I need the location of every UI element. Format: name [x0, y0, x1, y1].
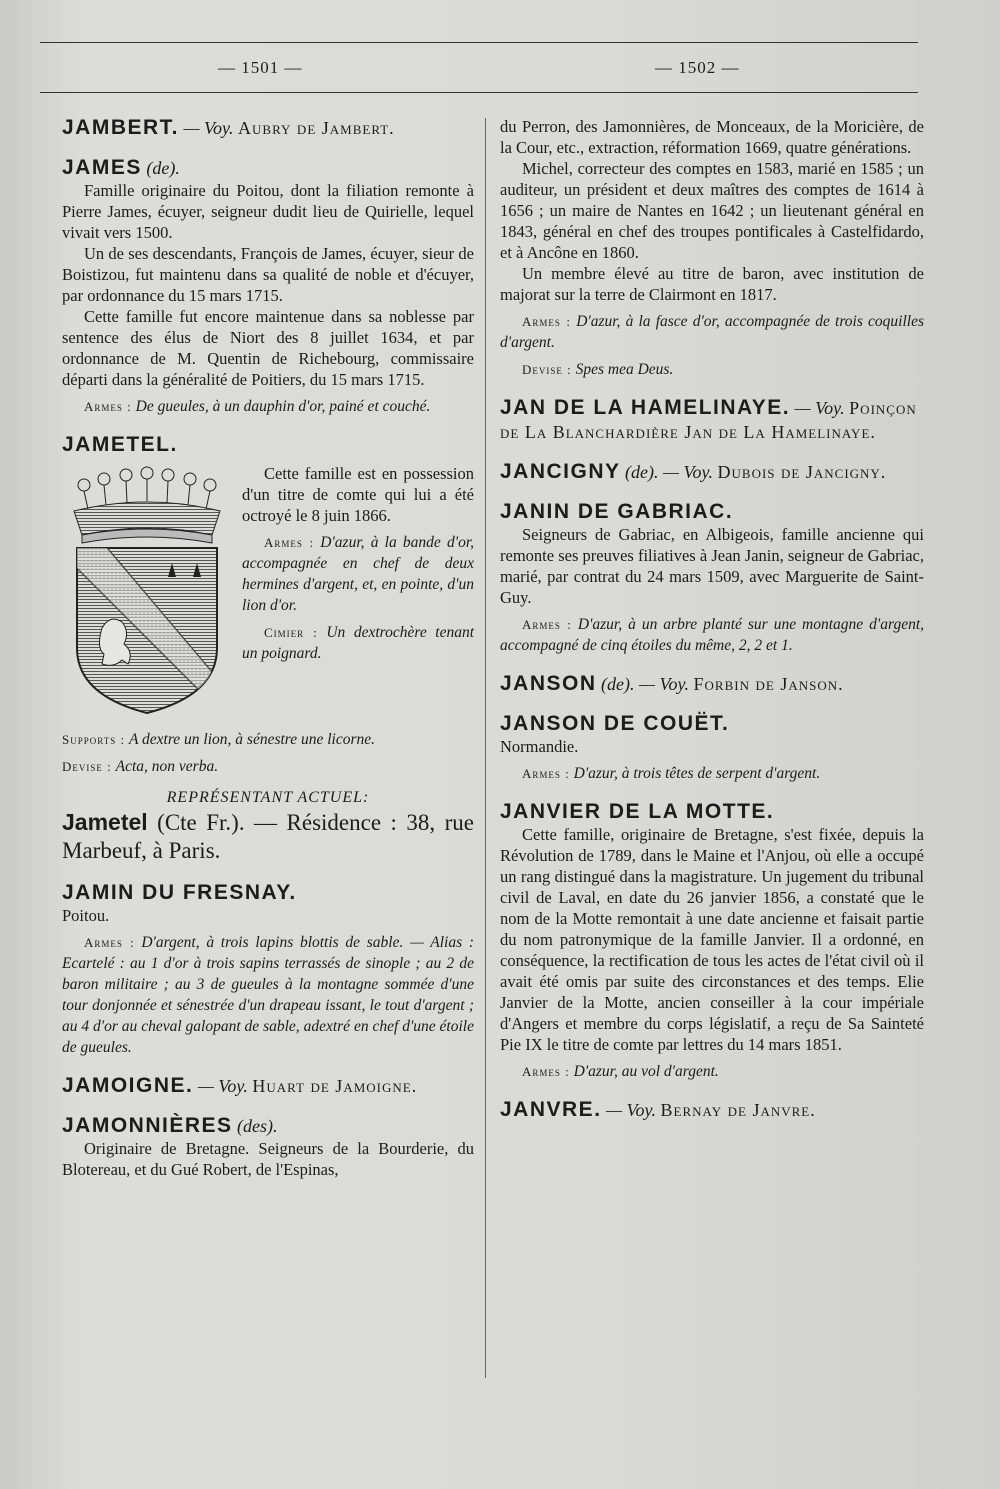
armes-text: D'azur, à trois têtes de serpent d'argent. [573, 765, 821, 782]
armes-text: D'azur, au vol d'argent. [573, 1063, 719, 1080]
entry-jametel [62, 433, 474, 865]
entry-james [62, 156, 474, 417]
armes-line [500, 1061, 924, 1082]
cross-reference: Huart de Jamoigne. [252, 1076, 418, 1096]
supports-label: Supports : [62, 732, 126, 747]
cross-reference: Dubois de Jancigny. [717, 462, 887, 482]
devise-text: Spes mea Deus. [575, 361, 674, 378]
entry-janson-de-couet [500, 712, 924, 784]
entry-janvre [500, 1098, 924, 1122]
entry-jamonnieres-continued [500, 116, 924, 380]
cimier-text: Un dextrochère tenant un poignard. [242, 624, 475, 662]
paragraph: Seigneurs de Gabriac, en Albigeois, famille ancienne qui remonte ses preuves filiatives à Jean Janin, seigneur de Gabriac, marié, par contrat du 24 mars 1509, avec Marguerite de Saint-Guy. [500, 525, 924, 607]
paragraph: Michel, correcteur des comptes en 1583, marié en 1585 ; un auditeur, un président et deux maîtres des comptes de 1614 à 1656 ; un maire de Nantes en 1642 ; un lieutenant général en 1843, général en chef des troupes pontificales à Castelfidardo, et à Ancône en 1860. [500, 159, 924, 262]
armes-line [500, 614, 924, 656]
paragraph: Originaire de Bretagne. Seigneurs de la Bourderie, du Blotereau, et du Gué Robert, de l'Espinas, [62, 1139, 474, 1179]
representant-name: Jametel [62, 809, 148, 835]
armes-text: D'argent, à trois lapins blottis de sable. — Alias : Ecartelé : au 1 d'or à trois sapins terrassés de sinople ; au 2 de baron militaire ; au 3 de gueules à la montagne sommée d'une tour donjonnée et sénestrée d'un drapeau issant, le tout d'argent ; au 4 d'or au cheval galopant de sable, adextré en chef d'une étoile de gueules. [62, 934, 475, 1056]
entry-jamin [62, 881, 474, 1058]
armes-text: D'azur, à un arbre planté sur une montagne d'argent, accompagné de cinq étoiles du même, 2, 2 et 1. [500, 616, 925, 654]
voy-label: — Voy. [197, 1076, 248, 1096]
paragraph: Un de ses descendants, François de James, écuyer, sieur de Boistizou, fut maintenu dans sa qualité de noble et d'écuyer, par ordonnance du 15 mars 1715. [62, 244, 474, 305]
voy-label: — Voy. [794, 398, 845, 418]
right-column [500, 116, 924, 1138]
devise-line [500, 359, 924, 380]
entry-jamonnieres [62, 1114, 474, 1180]
entry-heading: JANSON [500, 672, 597, 695]
entry-jancigny [500, 460, 924, 484]
entry-heading: JANCIGNY [500, 460, 621, 483]
armes-label: Armes : [84, 935, 135, 950]
armes-label: Armes : [264, 535, 315, 550]
armes-line [500, 763, 924, 784]
coat-of-arms [62, 463, 232, 723]
representant-detail: (Cte Fr.). — Résidence : 38, rue Marbeuf, à Paris. [62, 810, 474, 863]
entry-jambert [62, 116, 474, 140]
entry-heading: JANVIER DE LA MOTTE. [500, 800, 775, 823]
cross-reference: Aubry de Jambert. [238, 118, 395, 138]
supports-text: A dextre un lion, à sénestre une licorne. [128, 731, 376, 748]
paragraph: Cette famille fut encore maintenue dans sa noblesse par sentence des élus de Niort des 8 juillet 1634, et par ordonnance de M. Quentin de Richebourg, commissaire départi dans la généralité de Poitiers, du 15 mars 1715. [62, 307, 474, 389]
cimier-line [242, 622, 474, 664]
paragraph: Cette famille, originaire de Bretagne, s'est fixée, depuis la Révolution de 1789, dans le Maine et l'Anjou, où elle a occupé un rang distingué dans la magistrature. Un jugement du tribunal civil de Laval, en date du 26 janvier 1856, a constaté que le nom de la Motte remontait à une date ancienne et faisait partie du nom patronymique de la famille Janvier. Il a ordonné, en conséquence, la rectification de tous les actes de l'état civil où il avait été omis par suite des circonstances et des temps. Elie Janvier de la Motte, ancien conseiller à la cour impériale d'Angers et membre du corps législatif, a reçu de Sa Sainteté Pie IX le titre de comte par lettres du 14 mars 1851. [500, 825, 924, 1054]
armes-text: D'azur, à la bande d'or, accompagnée en chef de deux hermines d'argent, et, en pointe, d'un lion d'or. [242, 534, 475, 614]
particle: (des). [237, 1116, 278, 1136]
entry-heading: JAMOIGNE. [62, 1074, 194, 1097]
entry-heading: JAMETEL. [62, 433, 178, 456]
entry-heading: JAMONNIÈRES [62, 1114, 233, 1137]
armes-line [62, 396, 474, 417]
page-number-left: — 1501 — [218, 58, 303, 77]
voy-label: — Voy. [606, 1100, 657, 1120]
crown [74, 467, 220, 543]
armes-label: Armes : [522, 1064, 570, 1079]
entry-heading: JAN DE LA HAMELINAYE. [500, 396, 791, 419]
armes-line [500, 311, 924, 353]
entry-heading: JANSON DE COUËT. [500, 712, 730, 735]
entry-heading: JAMIN DU FRESNAY. [62, 881, 297, 904]
voy-label: — Voy. [639, 674, 690, 694]
paragraph: Famille originaire du Poitou, dont la filiation remonte à Pierre James, écuyer, seigneur dudit lieu de Quirielle, lequel vivait vers 1500. [62, 181, 474, 242]
devise-text: Acta, non verba. [115, 758, 219, 775]
region: Normandie. [500, 737, 579, 756]
representant-line [62, 808, 474, 865]
entry-heading: JANVRE. [500, 1098, 602, 1121]
coat-of-arms-illustration [62, 463, 232, 718]
armes-line [62, 932, 474, 1058]
paragraph: Cette famille est en possession d'un titre de comte qui lui a été octroyé le 8 juin 1866. [242, 464, 474, 525]
particle: (de). [146, 158, 180, 178]
cimier-label: Cimier : [264, 625, 318, 640]
armes-label: Armes : [522, 766, 570, 781]
entry-heading: JAMBERT. [62, 116, 180, 139]
particle: (de). [625, 462, 659, 482]
entry-janson [500, 672, 924, 696]
voy-label: — Voy. [183, 118, 234, 138]
voy-label: — Voy. [663, 462, 714, 482]
armes-line [242, 532, 474, 616]
cross-reference: Poinçon de La Blanchardière Jan de La Hamelinaye. [500, 398, 917, 442]
paragraph: du Perron, des Jamonnières, de Monceaux, de la Moricière, de la Cour, etc., extraction, réformation 1669, quatre générations. [500, 117, 924, 157]
armes-label: Armes : [522, 617, 572, 632]
left-column [62, 116, 474, 1196]
devise-label: Devise : [522, 362, 572, 377]
representant-title: REPRÉSENTANT ACTUEL: [166, 789, 370, 806]
region: Poitou. [62, 906, 110, 925]
devise-label: Devise : [62, 759, 112, 774]
paragraph: Un membre élevé au titre de baron, avec institution de majorat sur la terre de Clairmont en 1817. [500, 264, 924, 304]
column-divider [485, 118, 486, 1378]
header-rule [40, 92, 918, 93]
armes-label: Armes : [84, 399, 132, 414]
entry-heading: JANIN DE GABRIAC. [500, 500, 734, 523]
page-number-right: — 1502 — [655, 58, 740, 77]
armes-text: D'azur, à la fasce d'or, accompagnée de trois coquilles d'argent. [500, 313, 924, 351]
cross-reference: Forbin de Janson. [693, 674, 844, 694]
supports-line [62, 729, 474, 750]
devise-line [62, 756, 474, 777]
entry-jamoigne [62, 1074, 474, 1098]
entry-janvier [500, 800, 924, 1082]
armes-label: Armes : [522, 314, 572, 329]
particle: (de). [601, 674, 635, 694]
armes-text: De gueules, à un dauphin d'or, painé et couché. [135, 398, 431, 415]
entry-jan [500, 396, 924, 444]
entry-janin [500, 500, 924, 656]
cross-reference: Bernay de Janvre. [660, 1100, 816, 1120]
top-rule [40, 42, 918, 43]
entry-heading: JAMES [62, 156, 142, 179]
